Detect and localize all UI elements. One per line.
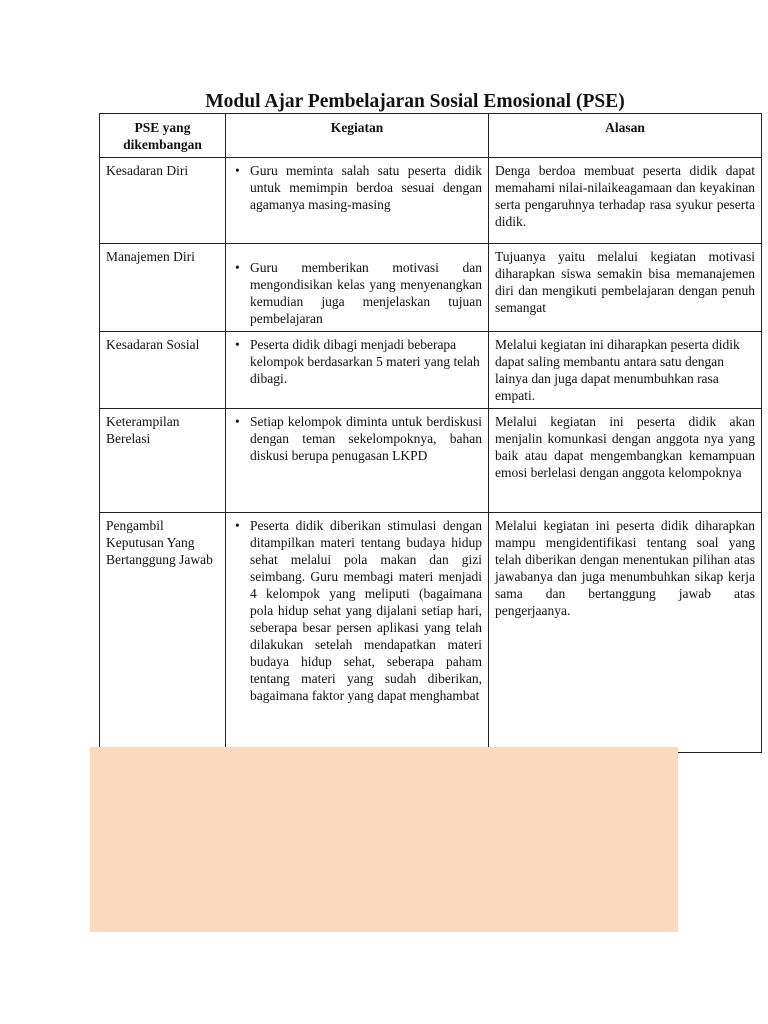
kegiatan-text: • Guru memberikan motivasi dan mengondisikan kelas yang menyenangkan kemudian juga menjelaskan tujuan pembelajaran [232,259,482,327]
table-row [100,244,762,332]
pse-cell: Keterampilan Berelasi [100,409,226,513]
table-header-row [100,114,762,158]
kegiatan-text: • Setiap kelompok diminta untuk berdiskusi dengan teman sekelompoknya, bahan diskusi berupa penugasan LKPD [232,413,482,464]
kegiatan-cell [226,332,489,409]
pse-table [99,113,762,753]
pse-cell: Kesadaran Diri [100,158,226,244]
peach-overlay-block [90,747,678,932]
alasan-cell: Denga berdoa membuat peserta didik dapat memahami nilai-nilaikeagamaan dan keyakinan serta pengaruhnya terhadap rasa syukur peserta didik. [489,158,762,244]
pse-cell: Pengambil Keputusan Yang Bertanggung Jawab [100,513,226,753]
kegiatan-cell [226,409,489,513]
table-row [100,158,762,244]
header-alasan: Alasan [489,114,762,158]
table-row [100,513,762,753]
alasan-cell: Tujuanya yaitu melalui kegiatan motivasi diharapkan siswa semakin bisa memanajemen diri dan mengikuti pembelajaran dengan penuh semangat [489,244,762,332]
kegiatan-cell [226,158,489,244]
header-pse: PSE yang dikembangan [100,114,226,158]
header-kegiatan: Kegiatan [226,114,489,158]
alasan-cell: Melalui kegiatan ini peserta didik diharapkan mampu mengidentifikasi tentang soal yang telah diberikan dengan menentukan pilihan atas jawabanya dan juga menumbuhkan sikap kerja sama dan bertanggung jawab atas pengerjaanya. [489,513,762,753]
kegiatan-cell [226,513,489,753]
alasan-cell: Melalui kegiatan ini peserta didik akan menjalin komunkasi dengan anggota nya yang baik atau dapat mengembangkan kemampuan emosi berlelasi dengan anggota kelompoknya [489,409,762,513]
alasan-cell: Melalui kegiatan ini diharapkan peserta didik dapat saling membantu antara satu dengan lainya dan juga dapat menumbuhkan rasa empati. [489,332,762,409]
pse-cell: Kesadaran Sosial [100,332,226,409]
kegiatan-text: • Peserta didik dibagi menjadi beberapa kelompok berdasarkan 5 materi yang telah dibagi. [232,336,482,387]
table-row [100,332,762,409]
kegiatan-cell [226,244,489,332]
document-title: Modul Ajar Pembelajaran Sosial Emosional (PSE) [205,91,625,112]
kegiatan-text: • Guru meminta salah satu peserta didik untuk memimpin berdoa sesuai dengan agamanya masing-masing [232,162,482,213]
kegiatan-text: • Peserta didik diberikan stimulasi dengan ditampilkan materi tentang budaya hidup sehat melalui pola makan dan gizi seimbang. Guru membagi materi menjadi 4 kelompok yang meliputi (bagaimana pola hidup sehat yang dijalani setiap hari, seberapa besar persen aplikasi yang telah dilakukan setelah mendapatkan materi budaya hidup sehat, seberapa paham tentang materi yang sudah diberikan, bagaimana faktor yang dapat menghambat [232,517,482,704]
pse-cell: Manajemen Diri [100,244,226,332]
table-row [100,409,762,513]
